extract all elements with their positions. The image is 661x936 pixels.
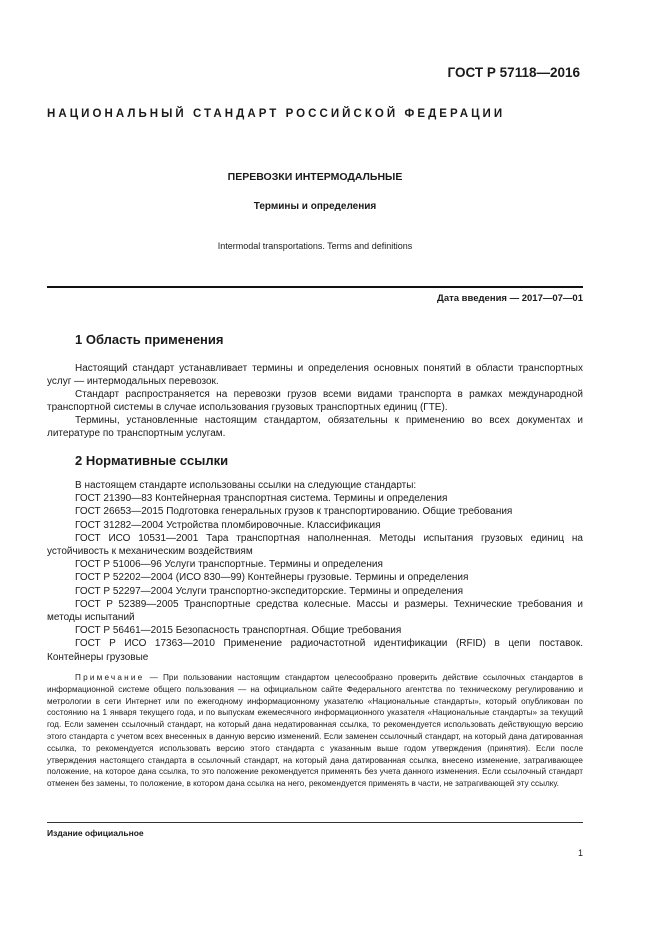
- document-title: ПЕРЕВОЗКИ ИНТЕРМОДАЛЬНЫЕ: [227, 171, 403, 183]
- section-1-heading: 1 Область применения: [75, 332, 224, 347]
- references-intro: В настоящем стандарте использованы ссылки на следующие стандарты:: [75, 480, 417, 491]
- page-number: 1: [577, 848, 583, 858]
- section-1-paragraph: Настоящий стандарт устанавливает термины и определения основных понятий в области транспортных услуг — интермодальных перевозок.: [47, 363, 583, 388]
- edition-label: Издание официальное: [47, 828, 144, 838]
- note-text: — При пользовании настоящим стандартом целесообразно проверить действие ссылочных стандартов в информационной системе общего пользования — на официальном сайте Федерального агентства по техническому регулированию и метрологии в сети Интернет или по ежегодному информационному указателю «Национальные стандарты», который опубликован по состоянию на 1 января текущего года, и по выпускам ежемесячного информационного указателя «Национальные стандарты» за текущий год. Если заменен ссылочный стандарт, на который дана недатированная ссылка, то рекомендуется использовать действующую версию этого стандарта с учетом всех внесенных в данную версию изменений. Если заменен ссылочный стандарт, на который дана датированная ссылка, то рекомендуется использовать версию этого стандарта с указанным выше годом утверждения (принятия). Если после утверждения настоящего стандарта в ссылочный стандарт, на который дана датированная ссылка, внесено изменение, затрагивающее положение, на которое дана ссылка, то это положение рекомендуется применять без учета данного изменения. Если ссылочный стандарт отменен без замены, то положение, в котором дана ссылка на него, рекомендуется применять в части, не затрагивающей эту ссылку.: [47, 673, 583, 789]
- section-1-paragraph: Термины, установленные настоящим стандартом, обязательны к применению во всех документах и литературе по транспортным услугам.: [47, 415, 583, 440]
- reference-item: ГОСТ Р 51006—96 Услуги транспортные. Термины и определения: [75, 559, 383, 571]
- section-1-paragraph: Стандарт распространяется на перевозки грузов всеми видами транспорта в рамках международной транспортной системы в случае использования грузовых транспортных единиц (ГТЕ).: [47, 389, 583, 414]
- introduction-date: Дата введения — 2017—07—01: [437, 293, 583, 304]
- reference-item: ГОСТ 26653—2015 Подготовка генеральных грузов к транспортированию. Общие требования: [75, 506, 513, 518]
- footer-divider: [47, 822, 583, 823]
- reference-item: ГОСТ ИСО 10531—2001 Тара транспортная наполненная. Методы испытания грузовых единиц на устойчивость к механическим воздействиям: [47, 532, 583, 558]
- reference-item: ГОСТ Р 52297—2004 Услуги транспортно-экспедиторские. Термины и определения: [75, 585, 464, 597]
- standard-code: ГОСТ Р 57118—2016: [447, 65, 580, 80]
- header-divider: [47, 286, 583, 288]
- reference-item: ГОСТ Р ИСО 17363—2010 Применение радиочастотной идентификации (RFID) в цепи поставок. Контейнеры грузовые: [47, 638, 583, 663]
- reference-item: ГОСТ Р 56461—2015 Безопасность транспортная. Общие требования: [75, 625, 402, 637]
- reference-item: ГОСТ 31282—2004 Устройства пломбировочные. Классификация: [75, 519, 381, 531]
- document-subtitle: Термины и определения: [253, 201, 377, 212]
- national-standard-line: НАЦИОНАЛЬНЫЙ СТАНДАРТ РОССИЙСКОЙ ФЕДЕРАЦИИ: [47, 108, 506, 120]
- section-2-heading: 2 Нормативные ссылки: [75, 453, 229, 468]
- reference-item: ГОСТ Р 52202—2004 (ИСО 830—99) Контейнеры грузовые. Термины и определения: [75, 572, 469, 584]
- reference-item: ГОСТ Р 52389—2005 Транспортные средства колесные. Массы и размеры. Технические требования и методы испытаний: [47, 598, 583, 624]
- normative-references: [47, 479, 583, 664]
- reference-item: ГОСТ 21390—83 Контейнерная транспортная система. Термины и определения: [75, 493, 448, 505]
- references-note: [47, 672, 583, 790]
- note-label: Примечание: [75, 673, 145, 682]
- english-title: Intermodal transportations. Terms and definitions: [217, 241, 413, 251]
